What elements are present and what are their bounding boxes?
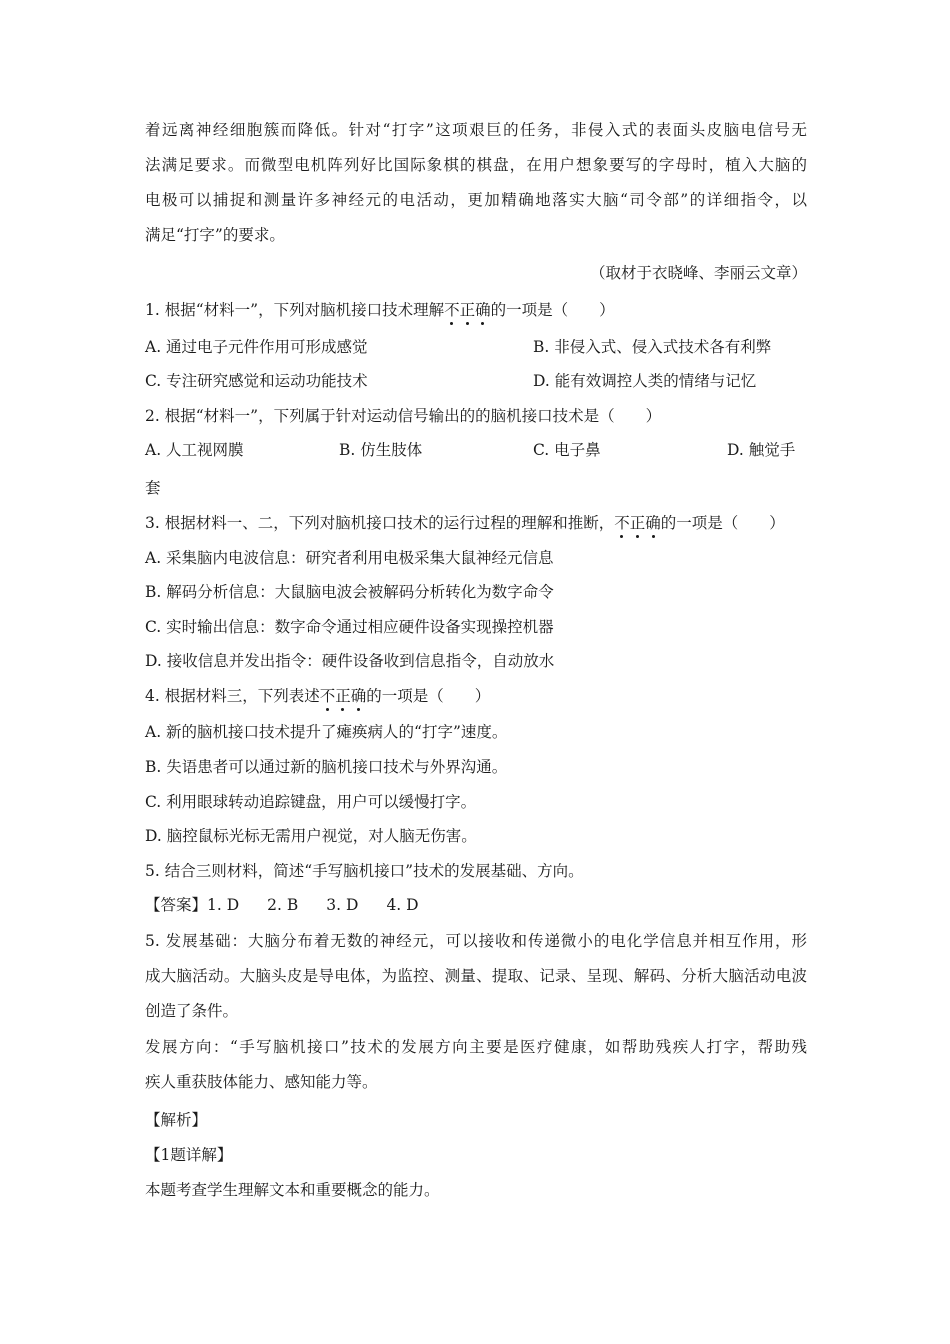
answer-item: 4. D (386, 896, 419, 914)
q2-option-d-continued: 套 (145, 479, 161, 497)
answer-q5-line-5: 疾人重获肢体能力、感知能力等。 (145, 1073, 378, 1091)
emphasis-char: 不 (319, 687, 336, 705)
q3-option-d: D. 接收信息并发出指令：硬件设备收到信息指令，自动放水 (145, 652, 555, 670)
passage-line-2: 法满足要求。而微型电机阵列好比国际象棋的棋盘，在用户想象要写的字母时，植入大脑的 (145, 156, 807, 174)
q1-option-a: A. 通过电子元件作用可形成感觉 (145, 338, 368, 356)
q5-stem: 5. 结合三则材料，简述“手写脑机接口”技术的发展基础、方向。 (145, 862, 584, 880)
q2-option-d: D. 触觉手 (727, 441, 796, 459)
answer-item: 2. B (267, 896, 299, 914)
q2-option-c: C. 电子鼻 (533, 441, 601, 459)
q2-stem: 2. 根据“材料一”，下列属于针对运动信号输出的的脑机接口技术是（ ） (145, 407, 662, 425)
q2-options-row (145, 440, 807, 460)
answer-item: 3. D (326, 896, 359, 914)
answer-item: 1. D (207, 896, 240, 914)
emphasis-char: 正 (335, 687, 351, 705)
answer-label: 【答案】 (145, 896, 208, 914)
q2-option-b: B. 仿生肢体 (339, 441, 423, 459)
answer-q5-line-2: 成大脑活动。大脑头皮是导电体，为监控、测量、提取、记录、呈现、解码、分析大脑活动电波 (145, 967, 807, 985)
answer-q5-line-3: 创造了条件。 (145, 1002, 239, 1020)
emphasis-char: 不 (444, 301, 460, 319)
q4-option-b: B. 失语患者可以通过新的脑机接口技术与外界沟通。 (145, 758, 508, 776)
q1-option-c: C. 专注研究感觉和运动功能技术 (145, 372, 368, 390)
analysis-label: 【解析】 (145, 1111, 208, 1129)
q1-option-d: D. 能有效调控人类的情绪与记忆 (533, 372, 757, 390)
emphasis-char: 确 (645, 514, 661, 532)
q4-option-d: D. 脑控鼠标光标无需用户视觉，对人脑无伤害。 (145, 827, 477, 845)
q4-option-a: A. 新的脑机接口技术提升了瘫痪病人的“打字”速度。 (145, 723, 508, 741)
emphasis-char: 确 (475, 301, 491, 319)
passage-line-1: 着远离神经细胞簇而降低。针对“打字”这项艰巨的任务，非侵入式的表面头皮脑电信号无 (145, 121, 807, 139)
q1-option-b: B. 非侵入式、侵入式技术各有利弊 (533, 338, 772, 356)
passage-source: （取材于衣晓峰、李丽云文章） (589, 264, 807, 282)
passage-line-3: 电极可以捕捉和测量许多神经元的电活动，更加精确地落实大脑“司令部”的详细指令，以 (145, 191, 807, 209)
q2-option-a: A. 人工视网膜 (145, 441, 244, 459)
answer-q5-line-1: 5. 发展基础：大脑分布着无数的神经元，可以接收和传递微小的电化学信息并相互作用，形 (145, 932, 807, 950)
q3-option-a: A. 采集脑内电波信息：研究者利用电极采集大鼠神经元信息 (145, 549, 554, 567)
emphasis-char: 正 (629, 514, 646, 532)
q1-stem: 1. 根据“材料一”，下列对脑机接口技术理解不正确的一项是（ ） (145, 301, 615, 319)
q4-stem: 4. 根据材料三，下列表述不正确的一项是（ ） (145, 687, 491, 705)
q3-option-b: B. 解码分析信息：大鼠脑电波会被解码分析转化为数字命令 (145, 583, 554, 601)
emphasis-char: 正 (459, 301, 476, 319)
q3-stem: 3. 根据材料一、二，下列对脑机接口技术的运行过程的理解和推断，不正确的一项是（ ） (145, 514, 785, 532)
answer-q5-line-4: 发展方向：“手写脑机接口”技术的发展方向主要是医疗健康，如帮助残疾人打字，帮助残 (145, 1038, 807, 1056)
q3-option-c: C. 实时输出信息：数字命令通过相应硬件设备实现操控机器 (145, 618, 554, 636)
passage-line-4: 满足“打字”的要求。 (145, 226, 285, 244)
analysis-text: 本题考查学生理解文本和重要概念的能力。 (145, 1181, 440, 1199)
answer-line (145, 895, 419, 915)
emphasis-char: 确 (350, 687, 367, 705)
q4-option-c: C. 利用眼球转动追踪键盘，用户可以缓慢打字。 (145, 793, 477, 811)
analysis-sub-label: 【1题详解】 (145, 1146, 233, 1164)
emphasis-char: 不 (614, 514, 630, 532)
